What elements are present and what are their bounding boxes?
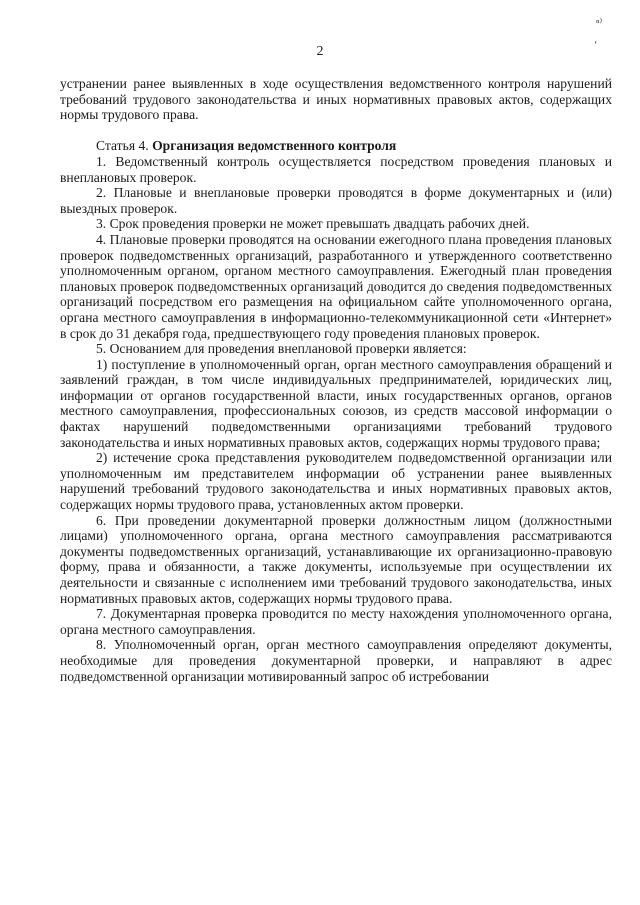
document-body (60, 76, 612, 684)
paragraph-5: 5. Основанием для проведения внеплановой проверки является: (96, 341, 467, 357)
paragraph-7: 7. Документарная проверка проводится по месту нахождения уполномоченного органа, органа местного самоуправления. (60, 606, 612, 637)
paragraph-5-item-2: 2) истечение срока представления руководителем подведомственной организации или уполномоченным им представителем информации об устранении ранее выявленных нарушений требований трудового законодательства и иных нормативных правовых актов, содержащих нормы трудового права, установленных актом проверки. (60, 450, 612, 513)
paragraph-4: 4. Плановые проверки проводятся на основании ежегодного плана проведения плановых проверок подведомственных организаций, разработанного и утвержденного соответственно уполномоченным органом, органом местного самоуправления. Ежегодный план проведения плановых проверок подведомственных организаций доводится до сведения подведомственных организаций посредством его размещения на официальном сайте уполномоченного органа, органа местного самоуправления в информационно-телекоммуникационной сети «Интернет» в срок до 31 декабря года, предшествующего году проведения плановых проверок. (60, 231, 612, 341)
paragraph-8: 8. Уполномоченный орган, орган местного самоуправления определяют документы, необходимые для проведения документарной проверки, и направляют в адрес подведомственной организации мотивированный запрос об истребовании (60, 637, 612, 684)
article-heading (60, 138, 612, 154)
corner-handwritten-mark: ⁿ⁾ (596, 17, 603, 29)
page-number: 2 (316, 44, 324, 59)
paragraph-1: 1. Ведомственный контроль осуществляется посредством проведения плановых и внеплановых проверок. (60, 153, 612, 185)
corner-handwritten-tick: ʻ (594, 40, 598, 51)
paragraph-5-item-1: 1) поступление в уполномоченный орган, орган местного самоуправления обращений и заявлений граждан, в том числе индивидуальных предпринимателей, юридических лиц, информации от органов государственной власти, иных государственных органов, органов местного самоуправления, профессиональных союзов, из средств массовой информации о фактах нарушений подведомственными организациями требований трудового законодательства и иных нормативных правовых актов, содержащих нормы трудового права; (60, 356, 612, 450)
paragraph-6: 6. При проведении документарной проверки должностным лицом (должностными лицами) уполномоченного органа, органа местного самоуправления рассматриваются документы подведомственных организаций, устанавливающие их организационно-правовую форму, права и обязанности, а также документы, используемые при осуществлении их деятельности и связанные с исполнением ими требований трудового законодательства, иных нормативных правовых актов, содержащих нормы трудового права. (60, 512, 612, 606)
paragraph-3: 3. Срок проведения проверки не может превышать двадцать рабочих дней. (96, 216, 530, 232)
paragraph-2: 2. Плановые и внеплановые проверки проводятся в форме документарных и (или) выездных проверок. (60, 185, 612, 216)
intro-paragraph: устранении ранее выявленных в ходе осуществления ведомственного контроля нарушений требований трудового законодательства и иных нормативных правовых актов, содержащих нормы трудового права. (60, 76, 612, 123)
article-prefix: Статья 4. (96, 138, 153, 154)
article-title: Организация ведомственного контроля (152, 138, 397, 154)
